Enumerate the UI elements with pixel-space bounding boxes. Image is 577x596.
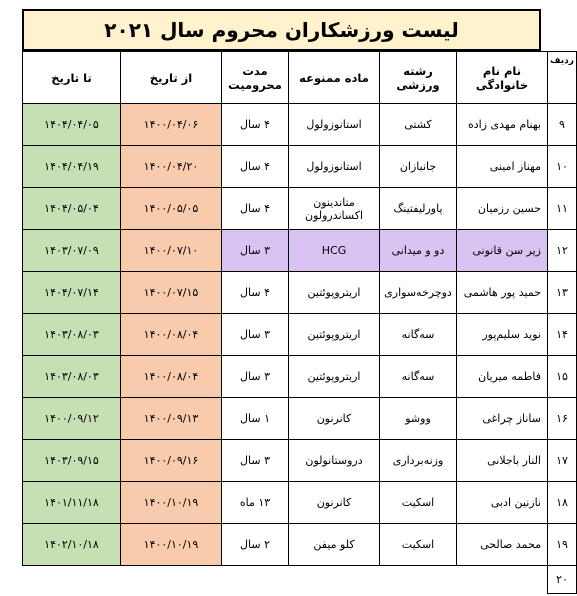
- cell-from-date: ۱۴۰۰/۰۷/۱۵: [121, 272, 222, 314]
- table-row: [23, 104, 577, 146]
- cell-name: بهنام مهدی زاده: [457, 104, 548, 146]
- table-row: [23, 188, 577, 230]
- sheet-title: لیست ورزشکاران محروم سال ۲۰۲۱: [22, 9, 541, 51]
- row-number: ۲۰: [548, 566, 577, 594]
- table-row: [23, 146, 577, 188]
- table-row: [23, 356, 577, 398]
- cell-sport: ووشو: [380, 398, 457, 440]
- cell-sport: وزنه‌برداری: [380, 440, 457, 482]
- header-row: [23, 52, 577, 104]
- athletes-table: [22, 51, 577, 594]
- cell-from-date: ۱۴۰۰/۰۸/۰۴: [121, 356, 222, 398]
- cell-duration: ۴ سال: [222, 146, 289, 188]
- header-name: نام نام خانوادگی: [457, 52, 548, 104]
- cell-from-date: ۱۴۰۰/۱۰/۱۹: [121, 524, 222, 566]
- table-row: [23, 524, 577, 566]
- cell-substance: کانرنون: [289, 398, 380, 440]
- cell-to-date: ۱۴۰۳/۰۸/۰۳: [23, 356, 121, 398]
- cell-sport: سه‌گانه: [380, 356, 457, 398]
- cell-from-date: ۱۴۰۰/۰۹/۱۶: [121, 440, 222, 482]
- cell-name: محمد صالحی: [457, 524, 548, 566]
- cell-to-date: ۱۴۰۰/۰۹/۱۲: [23, 398, 121, 440]
- row-number: ۱۱: [548, 188, 577, 230]
- table-row: [23, 398, 577, 440]
- table-row: [23, 482, 577, 524]
- header-to-date: تا تاریخ: [23, 52, 121, 104]
- cell-name: النار باجلانی: [457, 440, 548, 482]
- cell-to-date: ۱۴۰۱/۱۱/۱۸: [23, 482, 121, 524]
- cell-from-date: ۱۴۰۰/۰۹/۱۳: [121, 398, 222, 440]
- header-substance: ماده ممنوعه: [289, 52, 380, 104]
- table-row-empty: [23, 566, 577, 594]
- cell-to-date: ۱۴۰۴/۰۴/۰۵: [23, 104, 121, 146]
- cell-name: مهناز امینی: [457, 146, 548, 188]
- cell-from-date: ۱۴۰۰/۰۸/۰۴: [121, 314, 222, 356]
- table-row: [23, 314, 577, 356]
- cell-sport: جانبازان: [380, 146, 457, 188]
- empty-cell: [23, 566, 548, 594]
- cell-sport: دو و میدانی: [380, 230, 457, 272]
- cell-duration: ۳ سال: [222, 230, 289, 272]
- cell-duration: ۳ سال: [222, 440, 289, 482]
- cell-to-date: ۱۴۰۳/۰۸/۰۳: [23, 314, 121, 356]
- cell-to-date: ۱۴۰۳/۰۷/۰۹: [23, 230, 121, 272]
- row-number: ۱۶: [548, 398, 577, 440]
- header-from-date: از تاریخ: [121, 52, 222, 104]
- cell-name: حمید پور هاشمی: [457, 272, 548, 314]
- cell-substance: استانوزولول: [289, 146, 380, 188]
- cell-from-date: ۱۴۰۰/۰۴/۰۶: [121, 104, 222, 146]
- cell-substance: HCG: [289, 230, 380, 272]
- cell-sport: پاورلیفتینگ: [380, 188, 457, 230]
- row-number: ۱۹: [548, 524, 577, 566]
- cell-duration: ۴ سال: [222, 104, 289, 146]
- cell-substance: متاندینون اکساندرولون: [289, 188, 380, 230]
- cell-from-date: ۱۴۰۰/۰۵/۰۵: [121, 188, 222, 230]
- row-number: ۱۰: [548, 146, 577, 188]
- spreadsheet: [22, 9, 574, 594]
- cell-duration: ۳ سال: [222, 314, 289, 356]
- row-number: ۱۵: [548, 356, 577, 398]
- cell-sport: اسکیت: [380, 482, 457, 524]
- cell-substance: دروستانولون: [289, 440, 380, 482]
- cell-substance: کلو میفن: [289, 524, 380, 566]
- row-number: ۱۳: [548, 272, 577, 314]
- cell-substance: اریتروپوئتین: [289, 314, 380, 356]
- cell-name: نازنین ادبی: [457, 482, 548, 524]
- cell-duration: ۲ سال: [222, 524, 289, 566]
- cell-sport: کشتی: [380, 104, 457, 146]
- cell-name: نوید سلیم‌پور: [457, 314, 548, 356]
- cell-substance: اریتروپوئتین: [289, 356, 380, 398]
- header-sport: رشته ورزشی: [380, 52, 457, 104]
- cell-to-date: ۱۴۰۴/۰۷/۱۴: [23, 272, 121, 314]
- cell-name: حسین رزمیان: [457, 188, 548, 230]
- table-row: [23, 230, 577, 272]
- cell-duration: ۴ سال: [222, 272, 289, 314]
- row-number: ۱۷: [548, 440, 577, 482]
- row-number: ۹: [548, 104, 577, 146]
- cell-to-date: ۱۴۰۲/۱۰/۱۸: [23, 524, 121, 566]
- cell-substance: اریتروپوئتین: [289, 272, 380, 314]
- cell-duration: ۱ سال: [222, 398, 289, 440]
- cell-duration: ۱۳ ماه: [222, 482, 289, 524]
- row-number: ۱۲: [548, 230, 577, 272]
- cell-substance: کانرنون: [289, 482, 380, 524]
- cell-duration: ۴ سال: [222, 188, 289, 230]
- cell-to-date: ۱۴۰۴/۰۵/۰۴: [23, 188, 121, 230]
- cell-from-date: ۱۴۰۰/۱۰/۱۹: [121, 482, 222, 524]
- cell-to-date: ۱۴۰۳/۰۹/۱۵: [23, 440, 121, 482]
- header-duration: مدت محرومیت: [222, 52, 289, 104]
- cell-name: ساناز چراغی: [457, 398, 548, 440]
- table-row: [23, 272, 577, 314]
- cell-to-date: ۱۴۰۴/۰۴/۱۹: [23, 146, 121, 188]
- cell-duration: ۳ سال: [222, 356, 289, 398]
- cell-sport: سه‌گانه: [380, 314, 457, 356]
- cell-sport: دوچرخه‌سواری: [380, 272, 457, 314]
- cell-sport: اسکیت: [380, 524, 457, 566]
- row-number: ۱۸: [548, 482, 577, 524]
- cell-substance: استانوزولول: [289, 104, 380, 146]
- cell-from-date: ۱۴۰۰/۰۴/۲۰: [121, 146, 222, 188]
- cell-name: فاطمه میریان: [457, 356, 548, 398]
- header-row-number: ردیف: [548, 52, 577, 104]
- cell-from-date: ۱۴۰۰/۰۷/۱۰: [121, 230, 222, 272]
- cell-name: زیر سن قانونی: [457, 230, 548, 272]
- row-number: ۱۴: [548, 314, 577, 356]
- table-row: [23, 440, 577, 482]
